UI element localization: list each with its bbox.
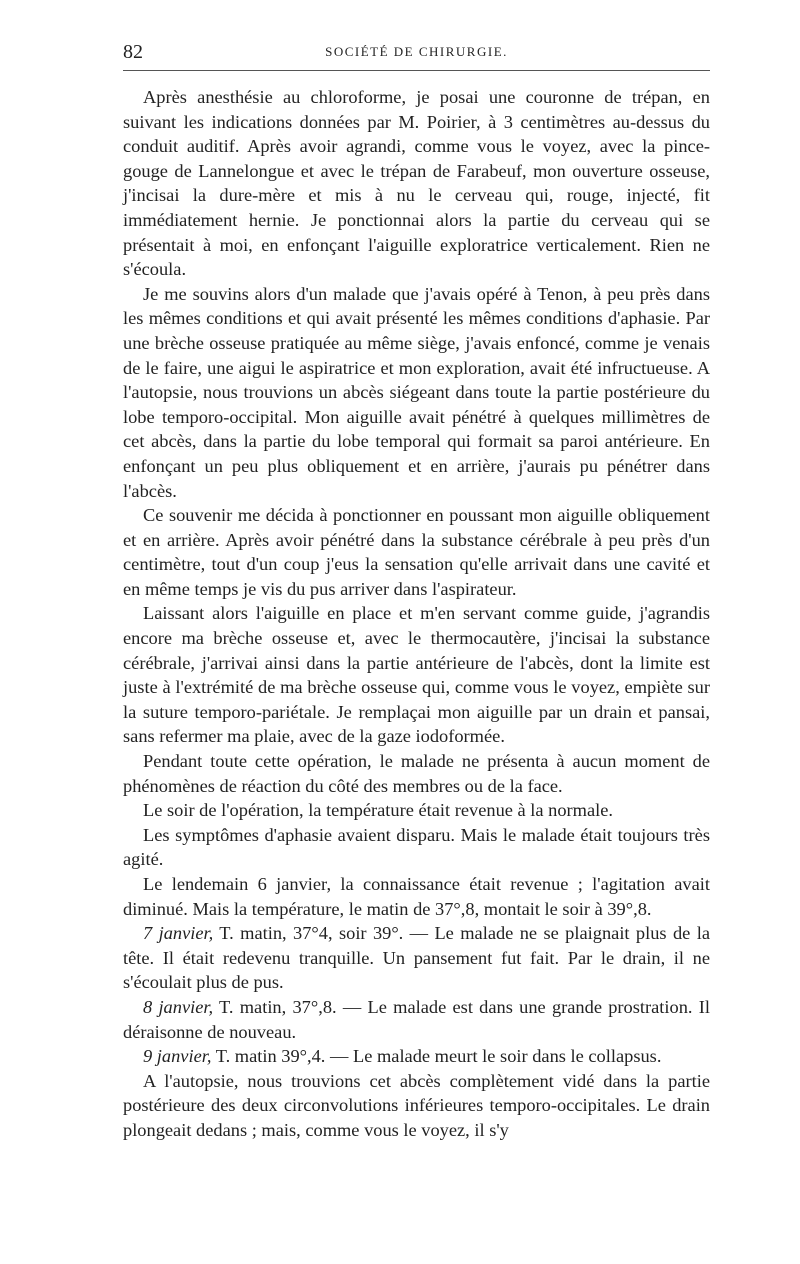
paragraph — [123, 503, 710, 601]
date-label: 8 janvier, — [143, 996, 214, 1017]
paragraph-text: Laissant alors l'aiguille en place et m'en servant comme guide, j'agrandis encore ma brèche osseuse et, avec le thermocautère, j'incisai la substance cérébrale, j'arrivai ainsi dans la partie antérieure de l'abcès, dont la limite est juste à l'extrémité de ma brèche osseuse qui, comme vous le voyez, empiète sur la suture temporo-pariétale. Je remplaçai mon aiguille par un drain et pansai, sans refermer ma plaie, avec de la gaze iodoformée. — [123, 603, 710, 747]
running-header — [123, 40, 710, 71]
date-label: 9 janvier, — [143, 1046, 212, 1067]
paragraph-text: T. matin 39°,4. — Le malade meurt le soir dans le collapsus. — [211, 1046, 662, 1067]
paragraph-text: T. matin, 37°4, soir 39°. — Le malade ne se plaignait plus de la tête. Il était redevenu tranquille. Un pansement fut fait. Par le drain, il ne s'écoulait plus de pus. — [123, 923, 710, 993]
paragraph — [123, 823, 710, 872]
paragraph-text: A l'autopsie, nous trouvions cet abcès complètement vidé dans la partie postérieure des deux circonvolutions inférieures temporo-occipitales. Le drain plongeait dedans ; mais, comme vous le voyez, il s'y — [123, 1070, 710, 1140]
paragraph-text: Après anesthésie au chloroforme, je posai une couronne de trépan, en suivant les indications données par M. Poirier, à 3 centimètres au-dessus du conduit auditif. Après avoir agrandi, comme vous le voyez, avec la pince-gouge de Lannelongue et avec le trépan de Farabeuf, mon ouverture osseuse, j'incisai la dure-mère et mis à nu le cerveau qui, rouge, injecté, fit immédiatement hernie. Je ponctionnai alors la partie du cerveau qui se présentait à moi, en enfonçant l'aiguille exploratrice verticalement. Rien ne s'écoula. — [123, 87, 710, 280]
paragraph-text: T. matin, 37°,8. — Le malade est dans une grande prostration. Il déraisonne de nouveau. — [123, 996, 710, 1042]
paragraph — [123, 1069, 710, 1143]
body-text — [123, 85, 710, 1143]
paragraph-text: Le lendemain 6 janvier, la connaissance était revenue ; l'agitation avait diminué. Mais la température, le matin de 37°,8, montait le soir à 39°,8. — [123, 874, 710, 919]
book-page — [123, 40, 710, 1143]
paragraph-text: Je me souvins alors d'un malade que j'avais opéré à Tenon, à peu près dans les mêmes conditions et qui avait présenté les mêmes conditions d'aphasie. Par une brèche osseuse pratiquée au même siège, j'avais enfoncé, comme je venais de le faire, une aigui le aspiratrice et mon exploration, avait été infructueuse. A l'autopsie, nous trouvions un abcès siégeant dans toute la partie postérieure du lobe temporo-occipital. Mon aiguille avait pénétré à quelques millimètres de cet abcès, dans la partie du lobe temporal qui formait sa paroi antérieure. En enfonçant un peu plus obliquement et en arrière, j'aurais pu pénétrer dans l'abcès. — [123, 283, 710, 501]
dated-paragraph — [123, 995, 710, 1044]
page-number: 82 — [123, 41, 143, 63]
paragraph — [123, 601, 710, 749]
paragraph-text: Les symptômes d'aphasie avaient disparu. Mais le malade était toujours très agité. — [123, 824, 710, 870]
paragraph — [123, 282, 710, 503]
paragraph — [123, 749, 710, 798]
dated-paragraph — [123, 1044, 710, 1069]
paragraph-text: Pendant toute cette opération, le malade ne présenta à aucun moment de phénomènes de réaction du côté des membres ou de la face. — [123, 751, 710, 796]
paragraph — [123, 872, 710, 921]
paragraph-text: Ce souvenir me décida à ponctionner en poussant mon aiguille obliquement et en arrière. Après avoir pénétré dans la substance cérébrale à peu près d'un centimètre, tout d'un coup j'eus la sensation qu'elle arrivait dans une cavité et en même temps je vis du pus arriver dans l'aspirateur. — [123, 505, 710, 599]
paragraph-text: Le soir de l'opération, la température était revenue à la normale. — [143, 800, 614, 821]
paragraph — [123, 85, 710, 282]
running-title: SOCIÉTÉ DE CHIRURGIE. — [325, 44, 508, 59]
paragraph — [123, 798, 710, 823]
dated-paragraph — [123, 921, 710, 995]
date-label: 7 janvier, — [143, 923, 214, 944]
